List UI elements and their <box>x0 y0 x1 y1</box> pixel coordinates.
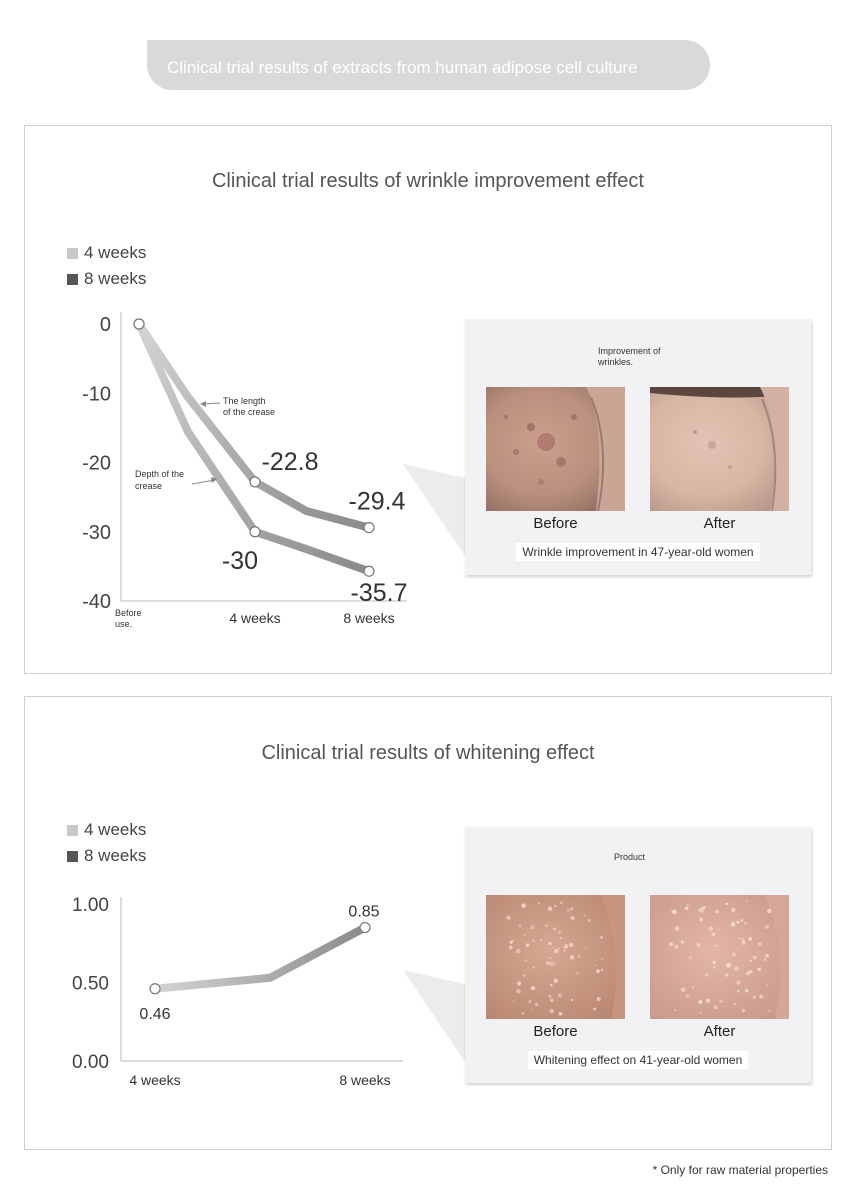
pore-dot <box>750 960 752 962</box>
pore-dot <box>697 943 701 947</box>
pore-dot <box>737 990 740 993</box>
x-tick-label: 8 weeks <box>343 610 395 626</box>
pore-dot <box>532 939 535 942</box>
pore-dot <box>742 940 745 943</box>
pore-dot <box>550 999 553 1002</box>
whitening-panel-title: Clinical trial results of whitening effect <box>261 742 595 764</box>
legend-label: 8 weeks <box>84 269 147 288</box>
pore-dot <box>700 1012 702 1014</box>
pore-dot <box>681 987 686 992</box>
pore-dot <box>746 900 748 902</box>
pore-dot <box>550 1009 554 1013</box>
pore-dot <box>525 959 528 962</box>
pore-dot <box>516 949 521 954</box>
pore-dot <box>570 907 573 910</box>
pore-dot <box>726 963 730 967</box>
pore-dot <box>719 1000 722 1003</box>
whitening-photo-card <box>465 827 811 1083</box>
pore-dot <box>553 947 555 949</box>
y-tick-label: 0.50 <box>72 973 109 995</box>
pore-dot <box>549 957 551 959</box>
pore-dot <box>593 1008 596 1011</box>
pore-dot <box>753 956 757 960</box>
pore-dot <box>706 998 710 1002</box>
data-label: 0.85 <box>348 903 380 921</box>
pore-dot <box>725 974 728 977</box>
y-tick-label: -40 <box>82 591 111 613</box>
pore-dot <box>560 901 563 904</box>
pore-dot <box>569 943 573 947</box>
whitening-before-label: Before <box>533 1023 578 1040</box>
pore-dot <box>758 942 762 946</box>
wrinkle-after-label: After <box>703 515 736 532</box>
pore-dot <box>548 995 551 998</box>
pore-dot <box>698 1000 702 1004</box>
pore-dot <box>718 928 720 930</box>
pore-dot <box>742 1009 745 1012</box>
pore-dot <box>518 982 521 985</box>
pore-dot <box>744 922 747 925</box>
data-label: -29.4 <box>348 487 406 516</box>
x-tick-label: Before <box>115 608 142 618</box>
y-tick-label: -10 <box>82 383 111 406</box>
pore-dot <box>601 958 603 960</box>
pore-dot <box>509 946 513 950</box>
x-tick-label: 8 weeks <box>339 1072 391 1088</box>
wrinkle-panel <box>24 125 832 674</box>
pore-dot <box>585 946 587 948</box>
pore-dot <box>699 918 703 922</box>
pore-dot <box>528 1000 531 1003</box>
pore-dot <box>558 947 560 949</box>
pore-dot <box>550 984 553 987</box>
whitening-caption <box>465 1053 811 1067</box>
pore-dot <box>674 945 678 949</box>
pore-dot <box>732 952 736 956</box>
legend-label: 4 weeks <box>84 820 147 839</box>
pore-dot <box>715 910 718 913</box>
pore-dot <box>597 997 601 1001</box>
pore-dot <box>736 980 741 985</box>
y-tick-label: 0 <box>99 314 111 336</box>
y-tick-label: 1.00 <box>72 895 109 916</box>
pore-dot <box>712 933 716 937</box>
pore-dot <box>548 942 551 945</box>
pore-dot <box>553 927 556 930</box>
wrinkle-before-photo <box>486 387 625 511</box>
legend-label: 8 weeks <box>84 846 147 865</box>
pore-dot <box>692 986 694 988</box>
pore-dot <box>685 907 689 911</box>
pore-dot <box>533 966 535 968</box>
pore-dot <box>601 969 604 972</box>
whitening-card-top-label: Product <box>614 852 646 862</box>
pore-dot <box>674 1009 676 1011</box>
wrinkle-after-photo <box>650 387 789 511</box>
pore-dot <box>532 1009 534 1011</box>
wrinkle-caption-text: Wrinkle improvement in 47-year-old women <box>516 543 759 561</box>
pore-dot <box>554 905 556 907</box>
wrinkle-after-image <box>650 387 789 511</box>
wrinkle-photo-card <box>465 319 811 575</box>
pore-dot <box>703 906 706 909</box>
pore-dot <box>570 916 574 920</box>
series-annotation-depth: Depth of the crease <box>135 469 185 491</box>
pore-dot <box>748 937 752 941</box>
pore-dot <box>507 916 511 920</box>
whitening-after-photo <box>650 895 789 1019</box>
wrinkle-panel-title: Clinical trial results of wrinkle improvement effect <box>211 170 644 192</box>
y-tick-label: 0.00 <box>72 1052 109 1073</box>
pore-dot <box>578 955 580 957</box>
pore-dot <box>687 904 689 906</box>
pore-dot <box>554 949 558 953</box>
pore-dot <box>596 969 600 973</box>
pore-dot <box>767 909 771 913</box>
wrinkle-before-image <box>486 387 625 511</box>
pore-dot <box>560 937 562 939</box>
pore-dot <box>714 1005 718 1009</box>
pore-dot <box>524 934 526 936</box>
pore-dot <box>513 1000 515 1002</box>
pore-dot <box>584 915 586 917</box>
pore-dot <box>588 919 591 922</box>
x-tick-label: 4 weeks <box>129 1072 181 1088</box>
pore-dot <box>594 964 596 966</box>
pore-dot <box>510 941 513 944</box>
whitening-after-label: After <box>703 1023 736 1040</box>
pore-dot <box>725 903 727 905</box>
whitening-caption-text: Whitening effect on 41-year-old women <box>528 1051 749 1069</box>
pore-dot <box>675 926 680 931</box>
pore-dot <box>734 1003 737 1006</box>
pore-dot <box>554 979 558 983</box>
y-tick-label: -20 <box>82 452 111 475</box>
data-label: -35.7 <box>350 579 408 608</box>
pore-dot <box>559 1012 563 1016</box>
pore-dot <box>705 973 708 976</box>
pore-dot <box>530 925 534 929</box>
pore-dot <box>759 995 763 999</box>
pore-dot <box>686 994 689 997</box>
pore-dot <box>672 909 677 914</box>
pore-dot <box>526 943 530 947</box>
pore-dot <box>558 931 561 934</box>
pore-dot <box>745 989 749 993</box>
pore-dot <box>689 957 691 959</box>
pore-dot <box>567 908 570 911</box>
pore-dot <box>564 944 568 948</box>
pore-dot <box>669 942 673 946</box>
pore-dot <box>715 945 717 947</box>
data-label: 0.46 <box>139 1005 171 1023</box>
pore-dot <box>540 939 542 941</box>
pore-dot <box>522 903 524 905</box>
pore-dot <box>769 1010 771 1012</box>
pore-dot <box>522 1012 525 1015</box>
pore-dot <box>545 924 548 927</box>
pore-dot <box>731 908 735 912</box>
pore-dot <box>740 919 743 922</box>
whitening-before-photo <box>486 895 625 1019</box>
pore-dot <box>516 989 520 993</box>
pore-dot <box>558 993 562 997</box>
pore-dot <box>531 986 535 990</box>
whitening-before-image <box>486 895 625 1019</box>
whitening-after-image <box>650 895 789 1019</box>
pore-dot <box>571 999 573 1001</box>
pore-dot <box>739 938 741 940</box>
pore-dot <box>576 972 578 974</box>
wrinkle-caption <box>465 545 811 559</box>
pore-dot <box>523 974 525 976</box>
pore-dot <box>742 938 744 940</box>
pore-dot <box>734 966 739 971</box>
x-tick-label: use. <box>115 619 133 629</box>
whitening-panel <box>24 696 832 1150</box>
pore-dot <box>546 961 550 965</box>
pore-dot <box>535 1003 539 1007</box>
pore-dot <box>681 941 684 944</box>
y-tick-label: -30 <box>82 521 111 544</box>
data-label: -30 <box>221 546 259 575</box>
pore-dot <box>554 964 556 966</box>
pore-dot <box>600 936 603 939</box>
data-label: -22.8 <box>261 447 319 476</box>
pore-dot <box>767 985 769 987</box>
wrinkle-before-label: Before <box>533 515 578 532</box>
pore-dot <box>549 961 553 965</box>
wrinkle-card-top-label: Improvement of wrinkles. <box>598 346 661 367</box>
pore-dot <box>713 966 715 968</box>
pore-dot <box>518 924 521 927</box>
pore-dot <box>564 950 566 952</box>
series-annotation-length: The length of the crease <box>223 396 276 417</box>
footnote: * Only for raw material properties <box>652 1163 828 1177</box>
x-tick-label: 4 weeks <box>229 610 281 626</box>
pore-dot <box>570 955 575 960</box>
pore-dot <box>764 958 767 961</box>
legend-label: 4 weeks <box>84 243 147 262</box>
pore-dot <box>670 910 672 912</box>
pore-dot <box>765 925 769 929</box>
pore-dot <box>548 906 553 911</box>
pore-dot <box>538 902 540 904</box>
pore-dot <box>700 907 702 909</box>
pore-dot <box>712 960 716 964</box>
pore-dot <box>749 970 752 973</box>
page-header-title: Clinical trial results of extracts from human adipose cell culture <box>167 58 638 77</box>
pore-dot <box>731 922 736 927</box>
pore-dot <box>709 926 714 931</box>
page-header <box>147 40 710 90</box>
pore-dot <box>736 920 739 923</box>
pore-dot <box>765 954 769 958</box>
pore-dot <box>757 968 761 972</box>
pore-dot <box>753 996 756 999</box>
